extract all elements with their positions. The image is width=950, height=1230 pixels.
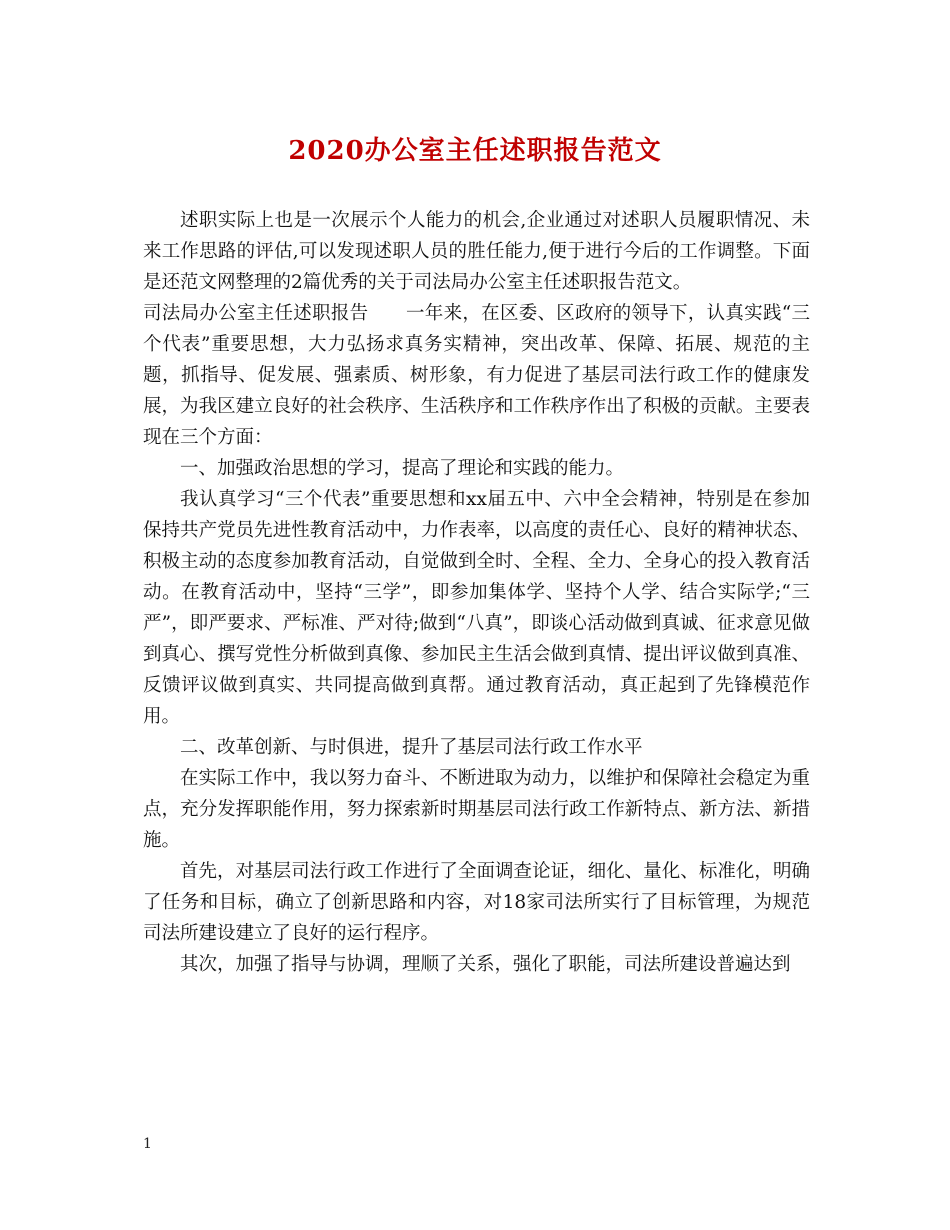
paragraph-first: 首先，对基层司法行政工作进行了全面调查论证，细化、量化、标准化，明确了任务和目标，确立了创新思路和内容，对18家司法所实行了目标管理，为规范司法所建设建立了良好的运行程序。 [143, 861, 810, 944]
paragraph-practice: 在实际工作中，我以努力奋斗、不断进取为动力，以维护和保障社会稳定为重点，充分发挥职能作用，努力探索新时期基层司法行政工作新特点、新方法、新措施。 [143, 768, 810, 851]
paragraph-second: 其次，加强了指导与协调，理顺了关系，强化了职能，司法所建设普遍达到 [180, 954, 791, 975]
page-number: 1 [143, 1136, 152, 1152]
document-body [143, 205, 810, 980]
paragraph-intro: 述职实际上也是一次展示个人能力的机会,企业通过对述职人员履职情况、未来工作思路的评估,可以发现述职人员的胜任能力,便于进行今后的工作调整。下面是还范文网整理的2篇优秀的关于司法局办公室主任述职报告范文。 [143, 210, 810, 293]
section-heading-1: 一、加强政治思想的学习，提高了理论和实践的能力。 [180, 458, 625, 479]
paragraph-study: 我认真学习“三个代表”重要思想和xx届五中、六中全会精神，特别是在参加保持共产党员先进性教育活动中，力作表率，以高度的责任心、良好的精神状态、积极主动的态度参加教育活动，自觉做到全时、全程、全力、全身心的投入教育活动。在教育活动中，坚持“三学”，即参加集体学、坚持个人学、结合实际学;“三严”，即严要求、严标准、严对待;做到“八真”，即谈心活动做到真诚、征求意见做到真心、撰写党性分析做到真像、参加民主生活会做到真情、提出评议做到真准、反馈评议做到真实、共同提高做到真帮。通过教育活动，真正起到了先锋模范作用。 [143, 489, 810, 727]
section-heading-2: 二、改革创新、与时俱进，提升了基层司法行政工作水平 [180, 737, 643, 758]
document-title: 2020办公室主任述职报告范文 [288, 136, 662, 166]
paragraph-report-opening: 司法局办公室主任述职报告 一年来，在区委、区政府的领导下，认真实践“三个代表”重要思想，大力弘扬求真务实精神，突出改革、保障、拓展、规范的主题，抓指导、促发展、强素质、树形象，有力促进了基层司法行政工作的健康发展，为我区建立良好的社会秩序、生活秩序和工作秩序作出了积极的贡献。主要表现在三个方面： [143, 303, 810, 448]
